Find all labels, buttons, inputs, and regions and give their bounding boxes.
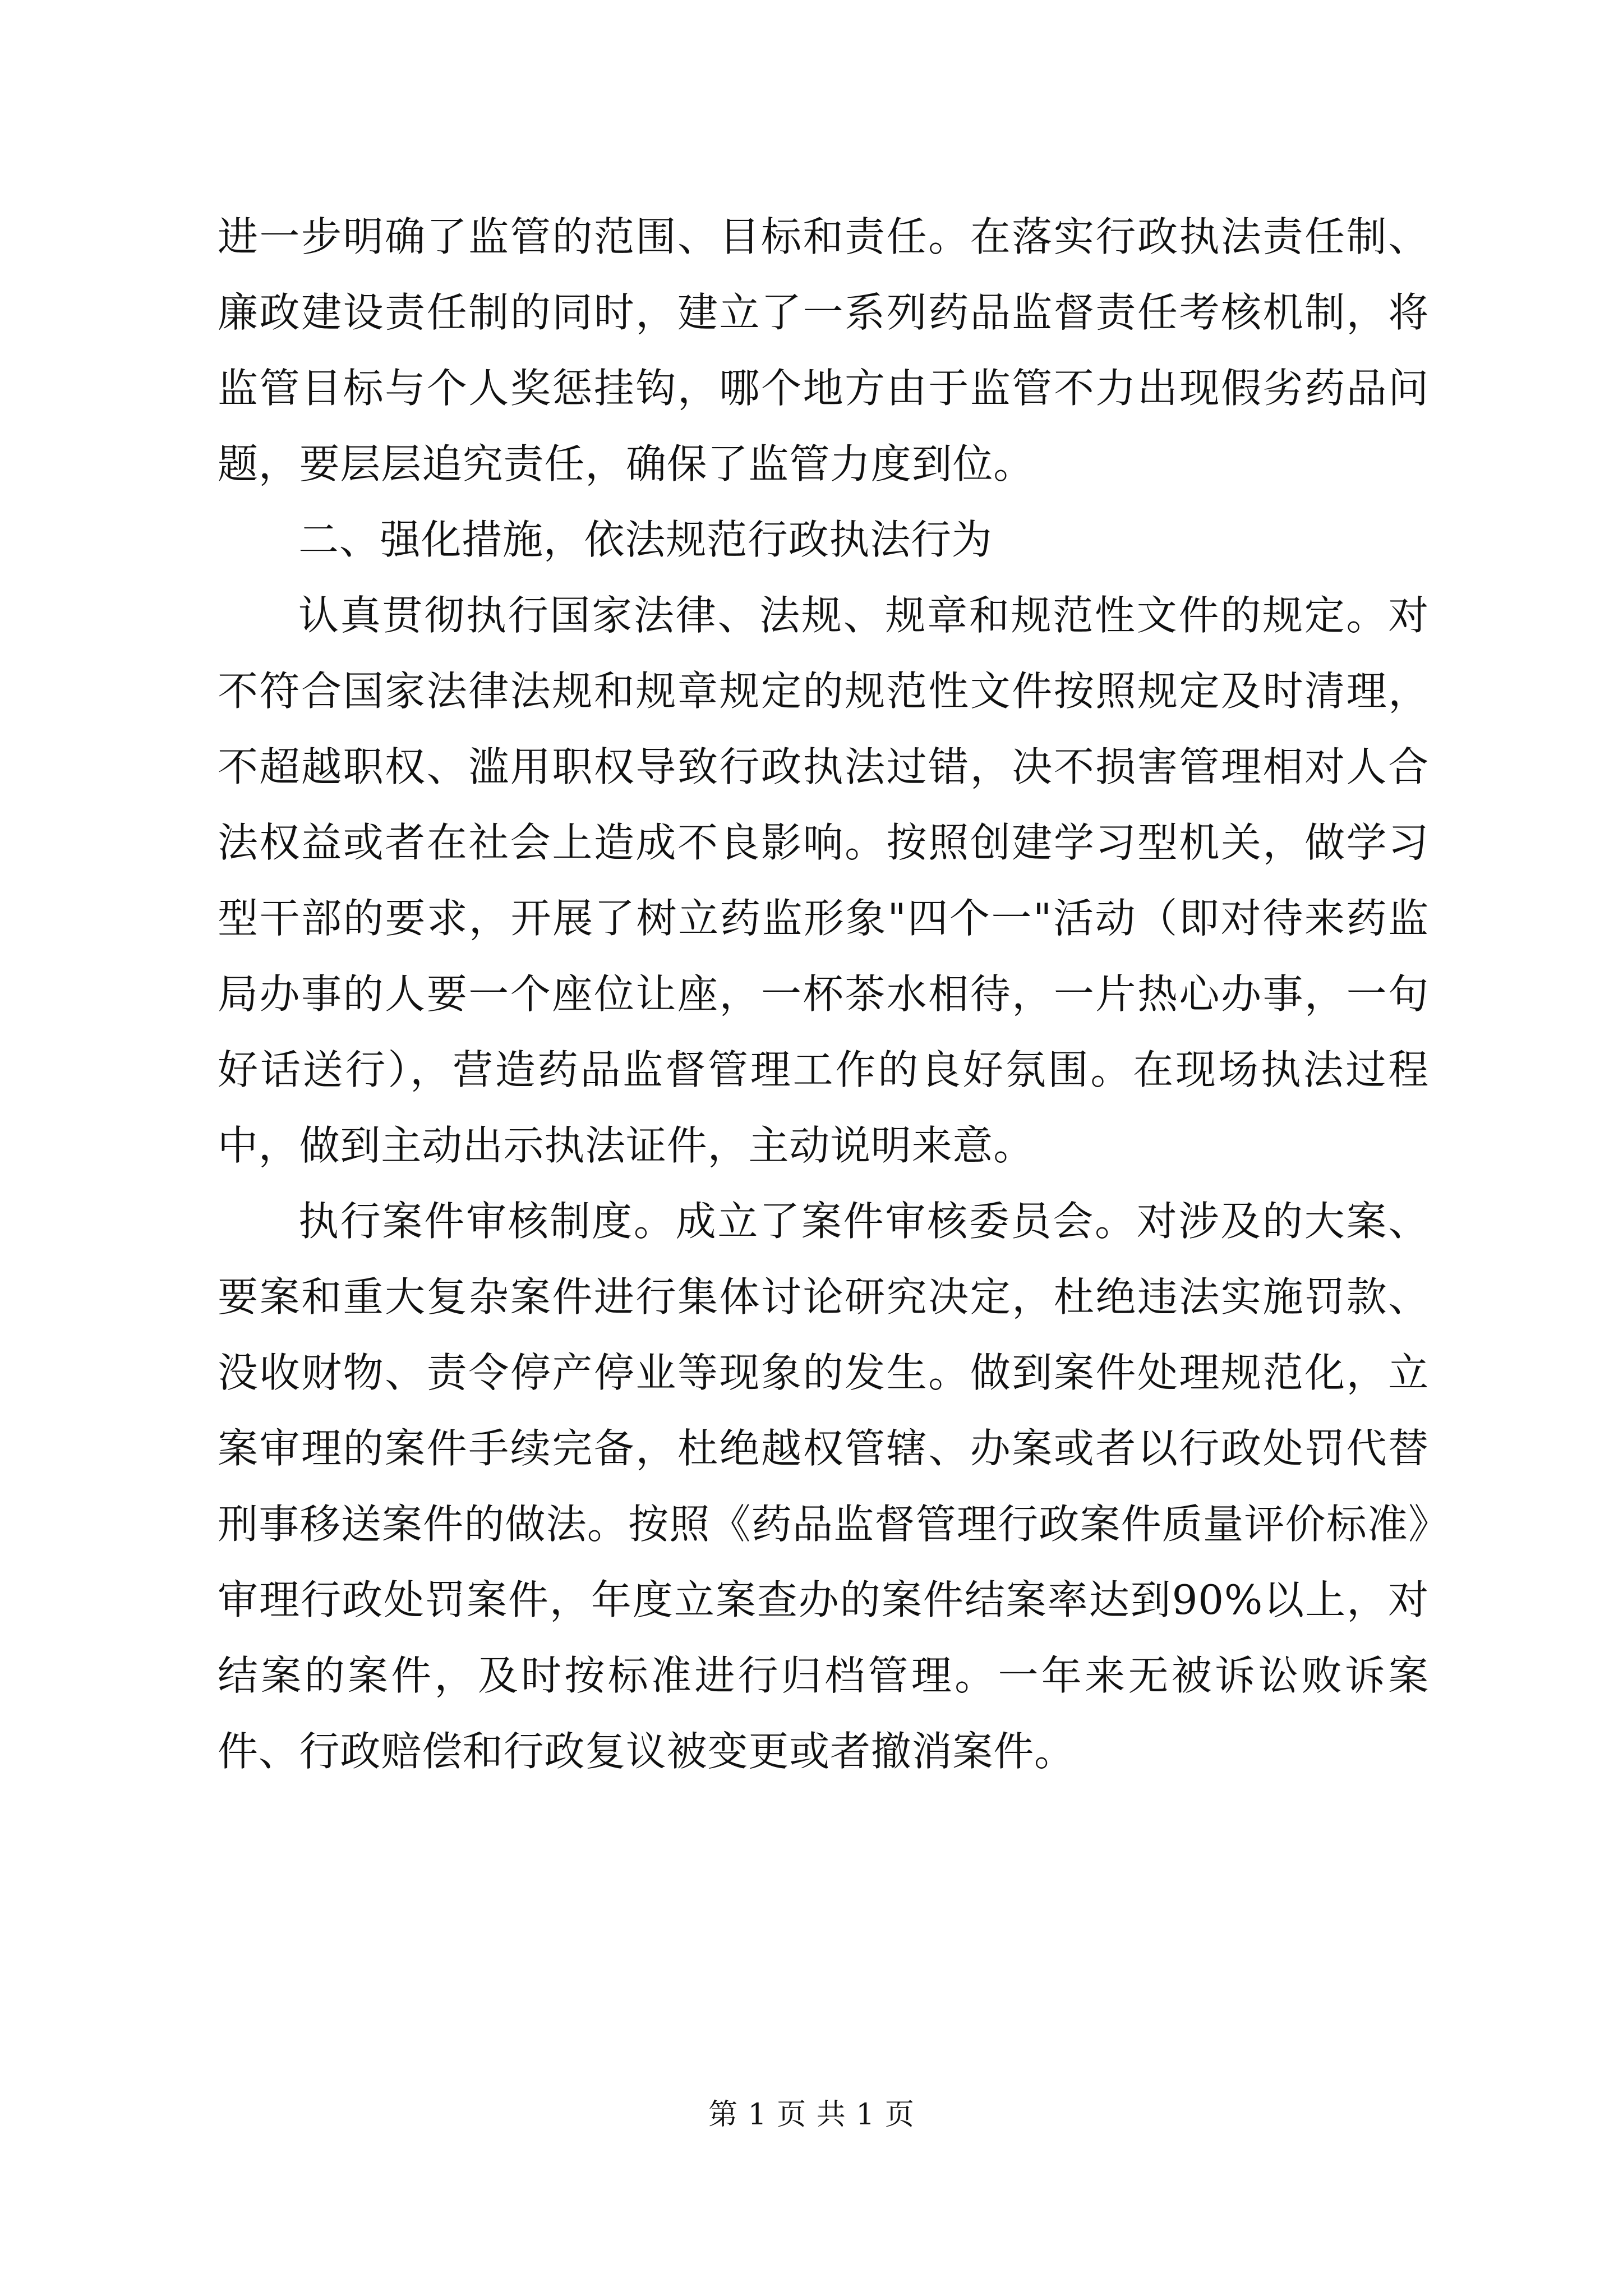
section-heading: 二、强化措施，依法规范行政执法行为 [298,516,993,563]
page-footer: 第 1 页 共 1 页 [708,2098,915,2132]
paragraph-1: 进一步明确了监管的范围、目标和责任。在落实行政执法责任制、廉政建设责任制的同时，建立了一系列药品监督责任考核机制，将监管目标与个人奖惩挂钩，哪个地方由于监管不力出现假劣药品问题，要层层追究责任，确保了监管力度到位。 [218,213,1429,487]
document-body [218,199,1429,1789]
paragraph-3: 执行案件审核制度。成立了案件审核委员会。对涉及的大案、要案和重大复杂案件进行集体讨论研究决定，杜绝违法实施罚款、没收财物、责令停产停业等现象的发生。做到案件处理规范化，立案审理的案件手续完备，杜绝越权管辖、办案或者以行政处罚代替刑事移送案件的做法。按照《药品监督管理行政案件质量评价标准》审理行政处罚案件，年度立案查办的案件结案率达到90%以上，对结案的案件，及时按标准进行归档管理。一年来无被诉讼败诉案件、行政赔偿和行政复议被变更或者撤消案件。 [218,1198,1429,1775]
paragraph-2: 认真贯彻执行国家法律、法规、规章和规范性文件的规定。对不符合国家法律法规和规章规定的规范性文件按照规定及时清理，不超越职权、滥用职权导致行政执法过错，决不损害管理相对人合法权益或者在社会上造成不良影响。按照创建学习型机关，做学习型干部的要求，开展了树立药监形象"四个一"活动（即对待来药监局办事的人要一个座位让座，一杯茶水相待，一片热心办事，一句好话送行），营造药品监督管理工作的良好氛围。在现场执法过程中，做到主动出示执法证件，主动说明来意。 [218,592,1429,1169]
